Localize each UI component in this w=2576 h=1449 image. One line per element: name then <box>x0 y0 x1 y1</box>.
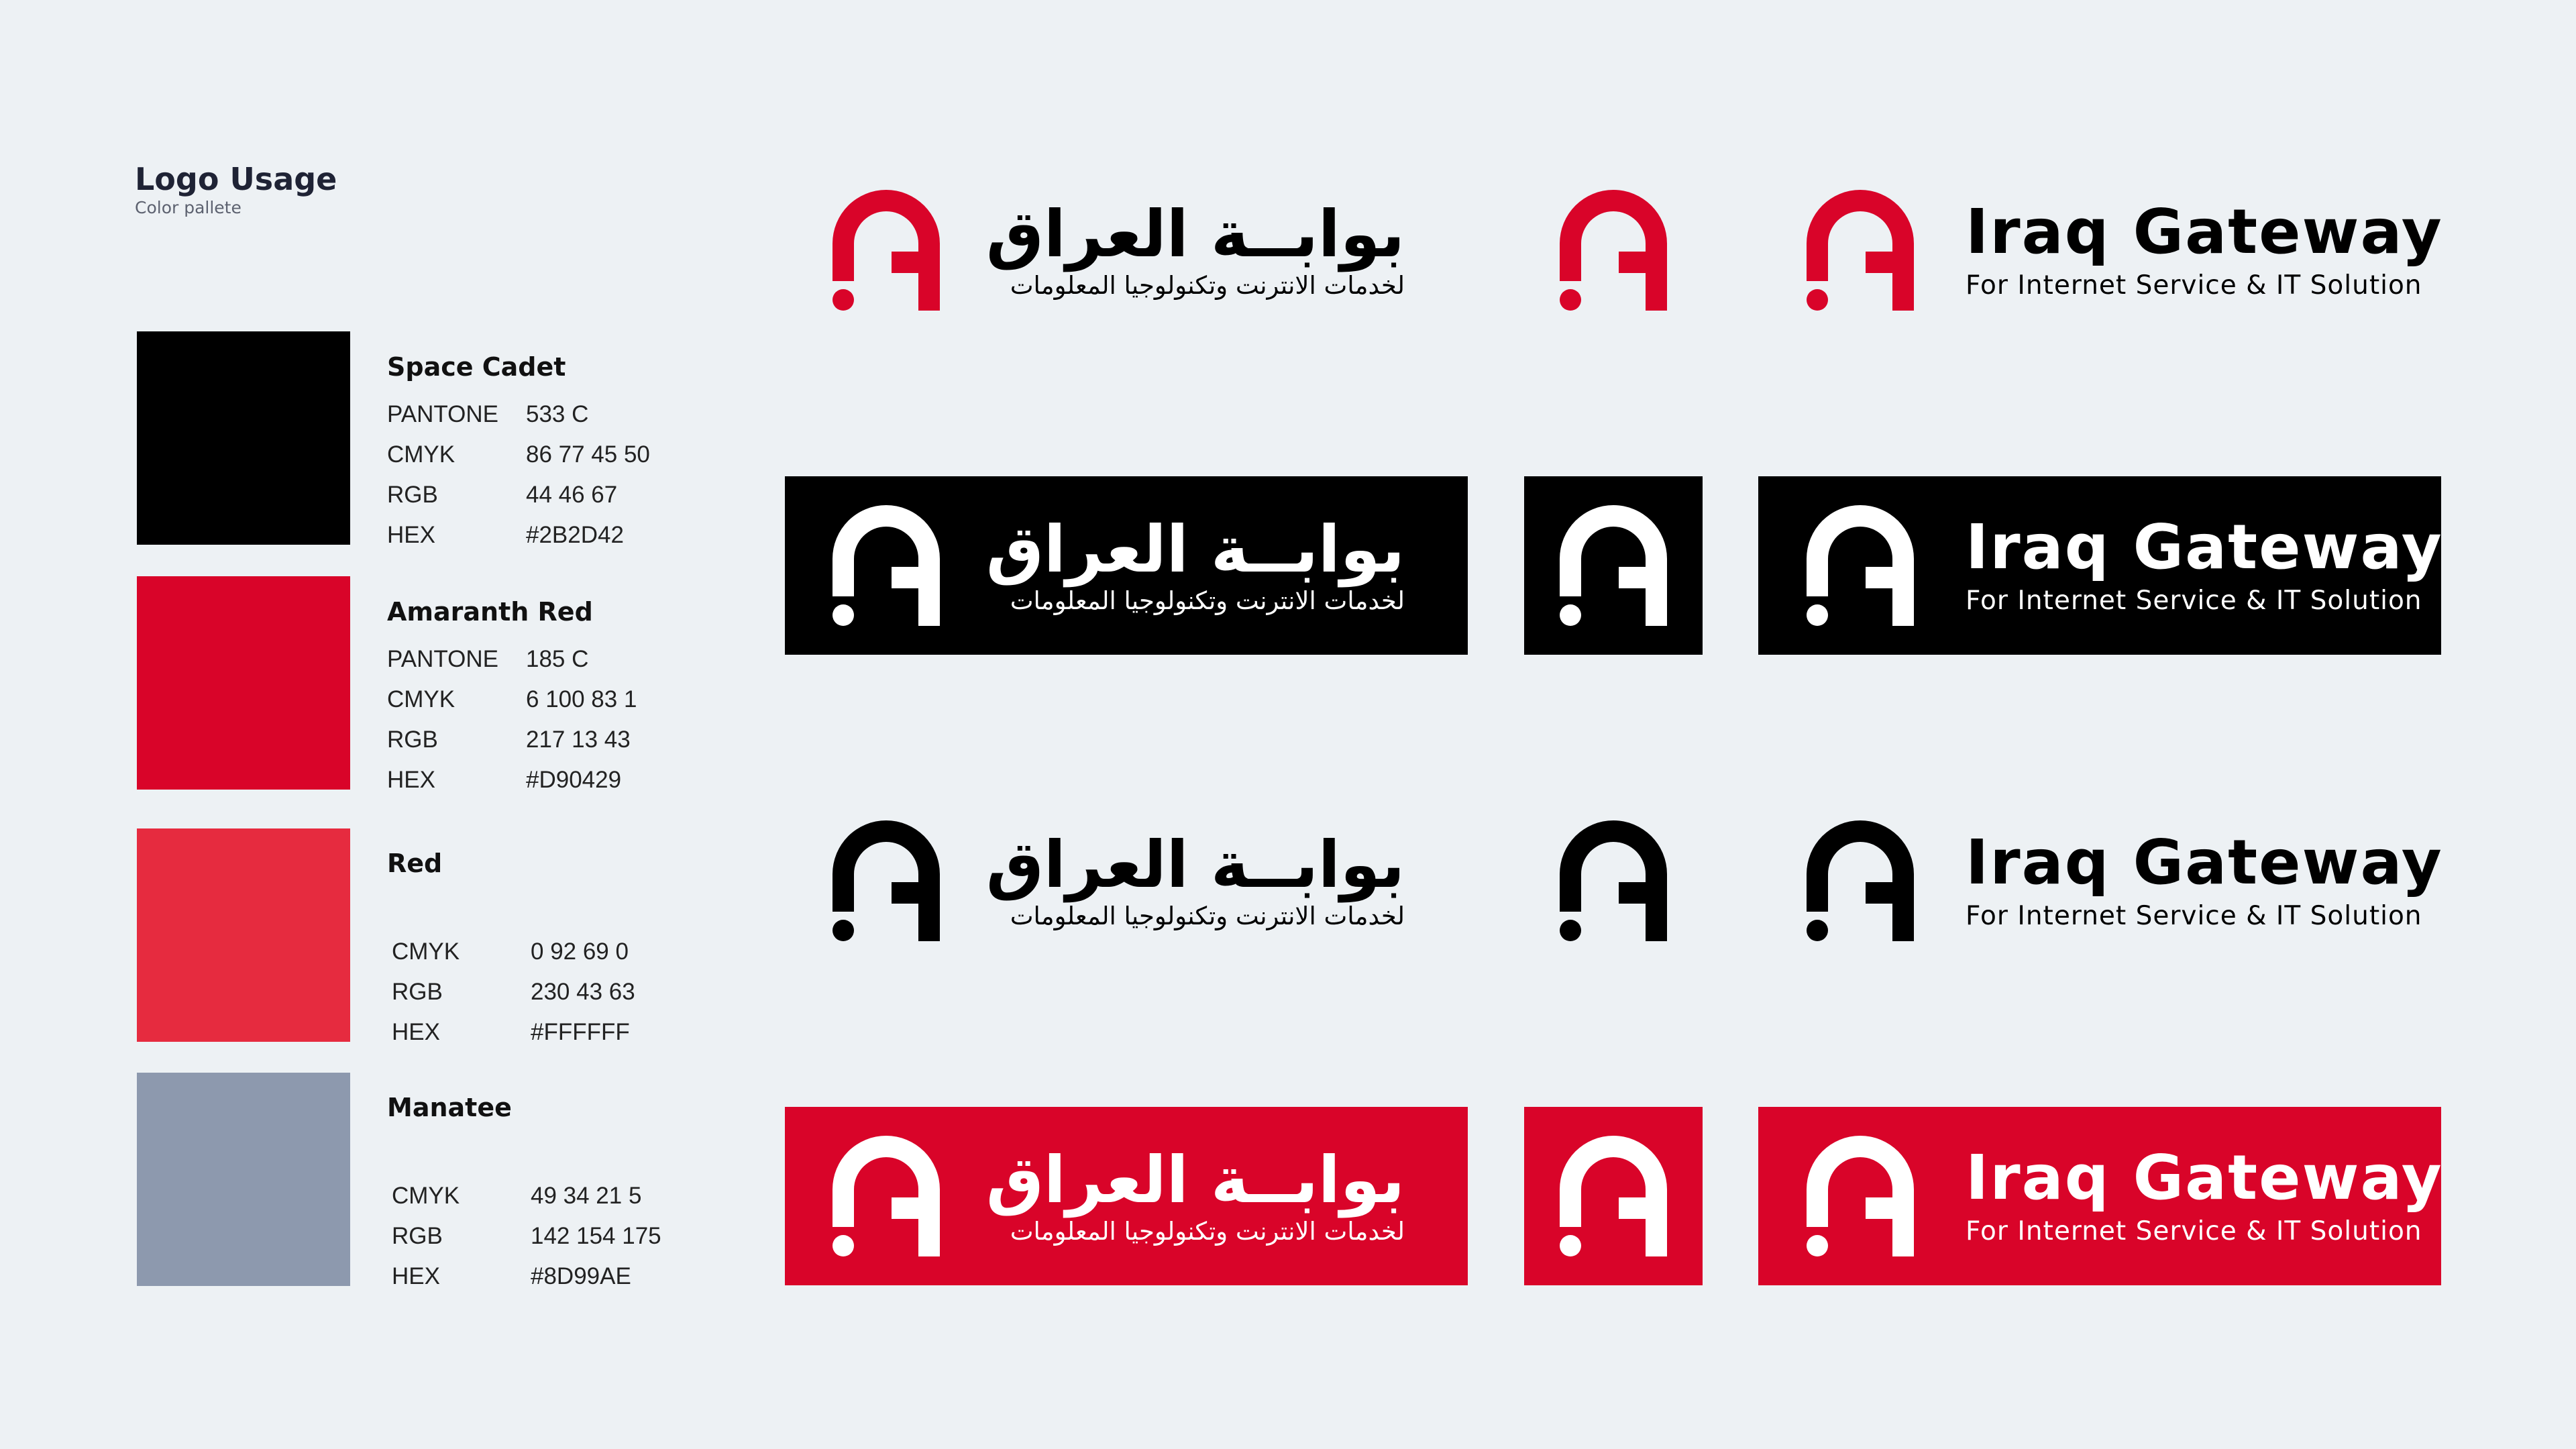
logo-arabic <box>832 190 1405 311</box>
logo-english-tagline: For Internet Service & IT Solution <box>1966 586 2422 616</box>
gateway-mark-icon <box>1806 1136 1915 1256</box>
spec-row <box>387 441 650 468</box>
swatch-name: Amaranth Red <box>387 597 593 627</box>
logo-arabic-name: بوابــة العراق <box>986 827 1405 902</box>
gateway-mark-icon <box>1559 820 1668 941</box>
spec-row <box>387 686 637 713</box>
spec-row <box>387 401 588 428</box>
gateway-mark-icon <box>832 505 941 626</box>
gateway-mark-icon <box>1559 190 1668 311</box>
gateway-mark-icon <box>832 820 941 941</box>
swatch-name: Manatee <box>387 1093 512 1122</box>
logo-arabic <box>832 1136 1405 1256</box>
spec-value: 86 77 45 50 <box>526 441 650 468</box>
spec-row <box>387 522 624 549</box>
logo-arabic-tagline: لخدمات الانترنت وتكنولوجيا المعلومات <box>1010 586 1405 615</box>
spec-label: RGB <box>392 979 443 1005</box>
logo-english <box>1806 820 2443 941</box>
swatch-space-cadet <box>137 331 350 545</box>
spec-label: PANTONE <box>387 646 498 672</box>
swatch-name: Red <box>387 849 443 878</box>
logo-english-name: Iraq Gateway <box>1966 511 2443 583</box>
spec-label: HEX <box>392 1263 440 1289</box>
gateway-mark-icon <box>1806 820 1915 941</box>
logo-arabic-tagline: لخدمات الانترنت وتكنولوجيا المعلومات <box>1010 271 1405 300</box>
spec-row <box>392 1183 641 1210</box>
spec-row <box>387 646 588 673</box>
logo-icon-only <box>1559 190 1668 311</box>
spec-label: HEX <box>392 1019 440 1045</box>
logo-english-name: Iraq Gateway <box>1966 826 2443 898</box>
spec-value: 217 13 43 <box>526 727 631 753</box>
spec-value: 0 92 69 0 <box>531 938 629 965</box>
spec-value: #FFFFFF <box>531 1019 630 1045</box>
gateway-mark-icon <box>1559 1136 1668 1256</box>
spec-value: 142 154 175 <box>531 1223 661 1249</box>
spec-label: CMYK <box>387 686 455 712</box>
swatch-manatee <box>137 1073 350 1286</box>
logo-english-tagline: For Internet Service & IT Solution <box>1966 270 2422 301</box>
spec-value: #2B2D42 <box>526 522 624 548</box>
logo-english <box>1806 190 2443 311</box>
spec-row <box>387 482 617 508</box>
spec-row <box>392 1223 661 1250</box>
logo-icon-only <box>1559 1136 1668 1256</box>
logo-english-name: Iraq Gateway <box>1966 196 2443 268</box>
logo-arabic <box>832 820 1405 941</box>
logo-arabic-name: بوابــة العراق <box>986 1142 1405 1218</box>
logo-arabic-name: بوابــة العراق <box>986 512 1405 587</box>
spec-label: RGB <box>392 1223 443 1249</box>
spec-row <box>392 1263 631 1290</box>
page-title: Logo Usage <box>135 161 337 197</box>
spec-row <box>392 979 635 1006</box>
gateway-mark-icon <box>1559 505 1668 626</box>
spec-label: CMYK <box>392 938 460 965</box>
swatch-name: Space Cadet <box>387 352 566 382</box>
logo-english-name: Iraq Gateway <box>1966 1142 2443 1214</box>
logo-english <box>1806 1136 2443 1256</box>
logo-arabic-tagline: لخدمات الانترنت وتكنولوجيا المعلومات <box>1010 1217 1405 1246</box>
logo-english-tagline: For Internet Service & IT Solution <box>1966 1216 2422 1246</box>
gateway-mark-icon <box>1806 505 1915 626</box>
spec-label: PANTONE <box>387 401 498 427</box>
spec-value: #8D99AE <box>531 1263 631 1289</box>
gateway-mark-icon <box>832 190 941 311</box>
logo-arabic <box>832 505 1405 626</box>
spec-value: #D90429 <box>526 767 622 793</box>
spec-value: 6 100 83 1 <box>526 686 637 712</box>
logo-english <box>1806 505 2443 626</box>
spec-label: RGB <box>387 482 438 508</box>
spec-row <box>387 767 621 794</box>
spec-label: CMYK <box>392 1183 460 1209</box>
logo-icon-only <box>1559 505 1668 626</box>
spec-value: 49 34 21 5 <box>531 1183 642 1209</box>
spec-value: 230 43 63 <box>531 979 635 1005</box>
logo-arabic-name: بوابــة العراق <box>986 197 1405 272</box>
spec-label: HEX <box>387 767 435 793</box>
spec-value: 533 C <box>526 401 589 427</box>
spec-row <box>387 727 631 753</box>
swatch-amaranth-red <box>137 576 350 790</box>
gateway-mark-icon <box>832 1136 941 1256</box>
spec-label: CMYK <box>387 441 455 468</box>
gateway-mark-icon <box>1806 190 1915 311</box>
spec-value: 185 C <box>526 646 589 672</box>
page-subtitle: Color pallete <box>135 198 241 217</box>
spec-label: RGB <box>387 727 438 753</box>
spec-row <box>392 1019 630 1046</box>
swatch-red <box>137 828 350 1042</box>
spec-row <box>392 938 629 965</box>
logo-icon-only <box>1559 820 1668 941</box>
logo-arabic-tagline: لخدمات الانترنت وتكنولوجيا المعلومات <box>1010 902 1405 930</box>
logo-english-tagline: For Internet Service & IT Solution <box>1966 901 2422 931</box>
spec-label: HEX <box>387 522 435 548</box>
spec-value: 44 46 67 <box>526 482 618 508</box>
